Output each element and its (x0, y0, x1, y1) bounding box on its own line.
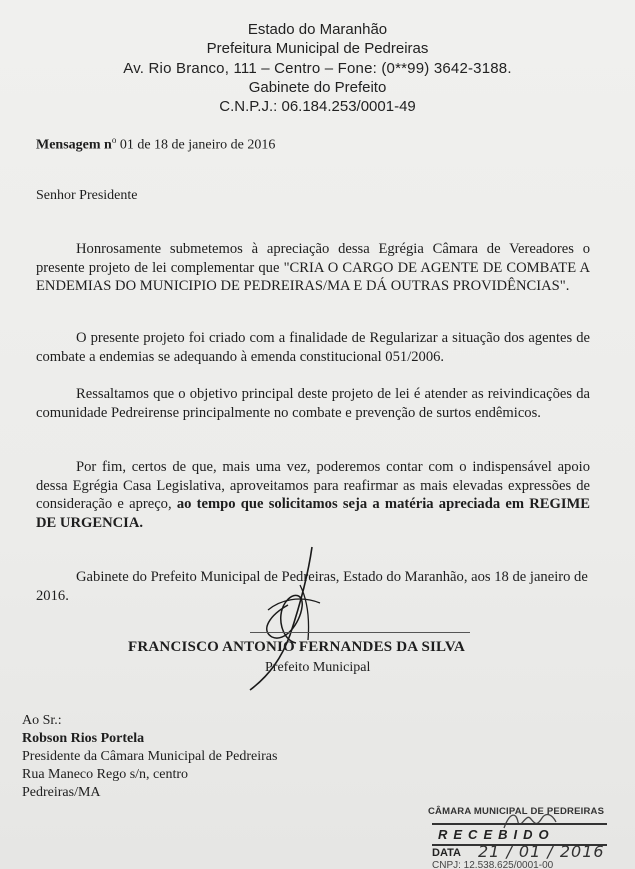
paragraph-3-text: Ressaltamos que o objetivo principal deste projeto de lei é atender as reivindicações da comunidade Pedreirense principalmente no combate e prevenção de surtos endêmicos. (36, 386, 590, 421)
closing-text: Gabinete do Prefeito Municipal de Pedreiras, Estado do Maranhão, aos 18 de janeiro de 2016. (36, 569, 588, 604)
salutation: Senhor Presidente (36, 188, 138, 203)
header-prefecture: Prefeitura Municipal de Pedreiras (206, 40, 429, 57)
stamp-date-label: DATA (432, 847, 461, 859)
header-state: Estado do Maranhão (247, 21, 388, 38)
message-date: 01 de 18 de janeiro de 2016 (116, 137, 276, 153)
stamp-chamber-name: CÂMARA MUNICIPAL DE PEDREIRAS (428, 806, 605, 817)
header-cnpj: C.N.P.J.: 06.184.253/0001-49 (219, 98, 416, 115)
paragraph-4-text: Por fim, certos de que, mais uma vez, poderemos contar com o indispensável apoio dessa Egrégia Casa Legislativa, aproveitamos para reafirmar as mais elevadas expressões de consideração e apreço, (36, 459, 590, 512)
recipient-role: Presidente da Câmara Municipal de Pedreiras (22, 749, 278, 764)
signer-name: FRANCISCO ANTONIO FERNANDES DA SILVA (128, 639, 466, 655)
recipient-name: Robson Rios Portela (22, 731, 145, 746)
header-address: Av. Rio Branco, 111 – Centro – Fone: (0**99) 3642-3188. (123, 60, 512, 77)
stamp-received: RECEBIDO (438, 827, 555, 842)
signature-line (250, 632, 470, 633)
message-label: Mensagem n (36, 137, 112, 153)
recipient-address: Rua Maneco Rego s/n, centro (22, 767, 189, 782)
signer-title: Prefeito Municipal (265, 660, 371, 675)
stamp-top-rule (432, 823, 607, 825)
stamp-cnpj: CNPJ: 12.538.625/0001-00 (432, 860, 554, 869)
paragraph-4 (36, 458, 590, 532)
paragraph-1-text: Honrosamente submetemos à apreciação dessa Egrégia Câmara de Vereadores o presente projeto de lei complementar que "CRIA O CARGO DE AGENTE DE COMBATE A ENDEMIAS DO MUNICIPIO DE PEDREIRAS/MA E DÁ OUTRAS PROVIDÊNCIAS". (36, 241, 590, 294)
paragraph-4-urgent: ao tempo que solicitamos seja a matéria apreciada em REGIME DE URGENCIA. (36, 496, 591, 531)
recipient-to: Ao Sr.: (22, 713, 62, 728)
paragraph-1 (36, 240, 590, 296)
paragraph-3 (36, 385, 590, 422)
recipient-city: Pedreiras/MA (22, 785, 101, 800)
header-office: Gabinete do Prefeito (248, 79, 387, 96)
message-superscript: o (111, 135, 117, 145)
paragraph-2-text: O presente projeto foi criado com a finalidade de Regularizar a situação dos agentes de combate a endemias se adequando à emenda constitucional 051/2006. (36, 330, 590, 365)
stamp-date-value: 21 / 01 / 2016 (478, 842, 605, 861)
paragraph-2 (36, 329, 590, 366)
message-reference (36, 135, 275, 154)
